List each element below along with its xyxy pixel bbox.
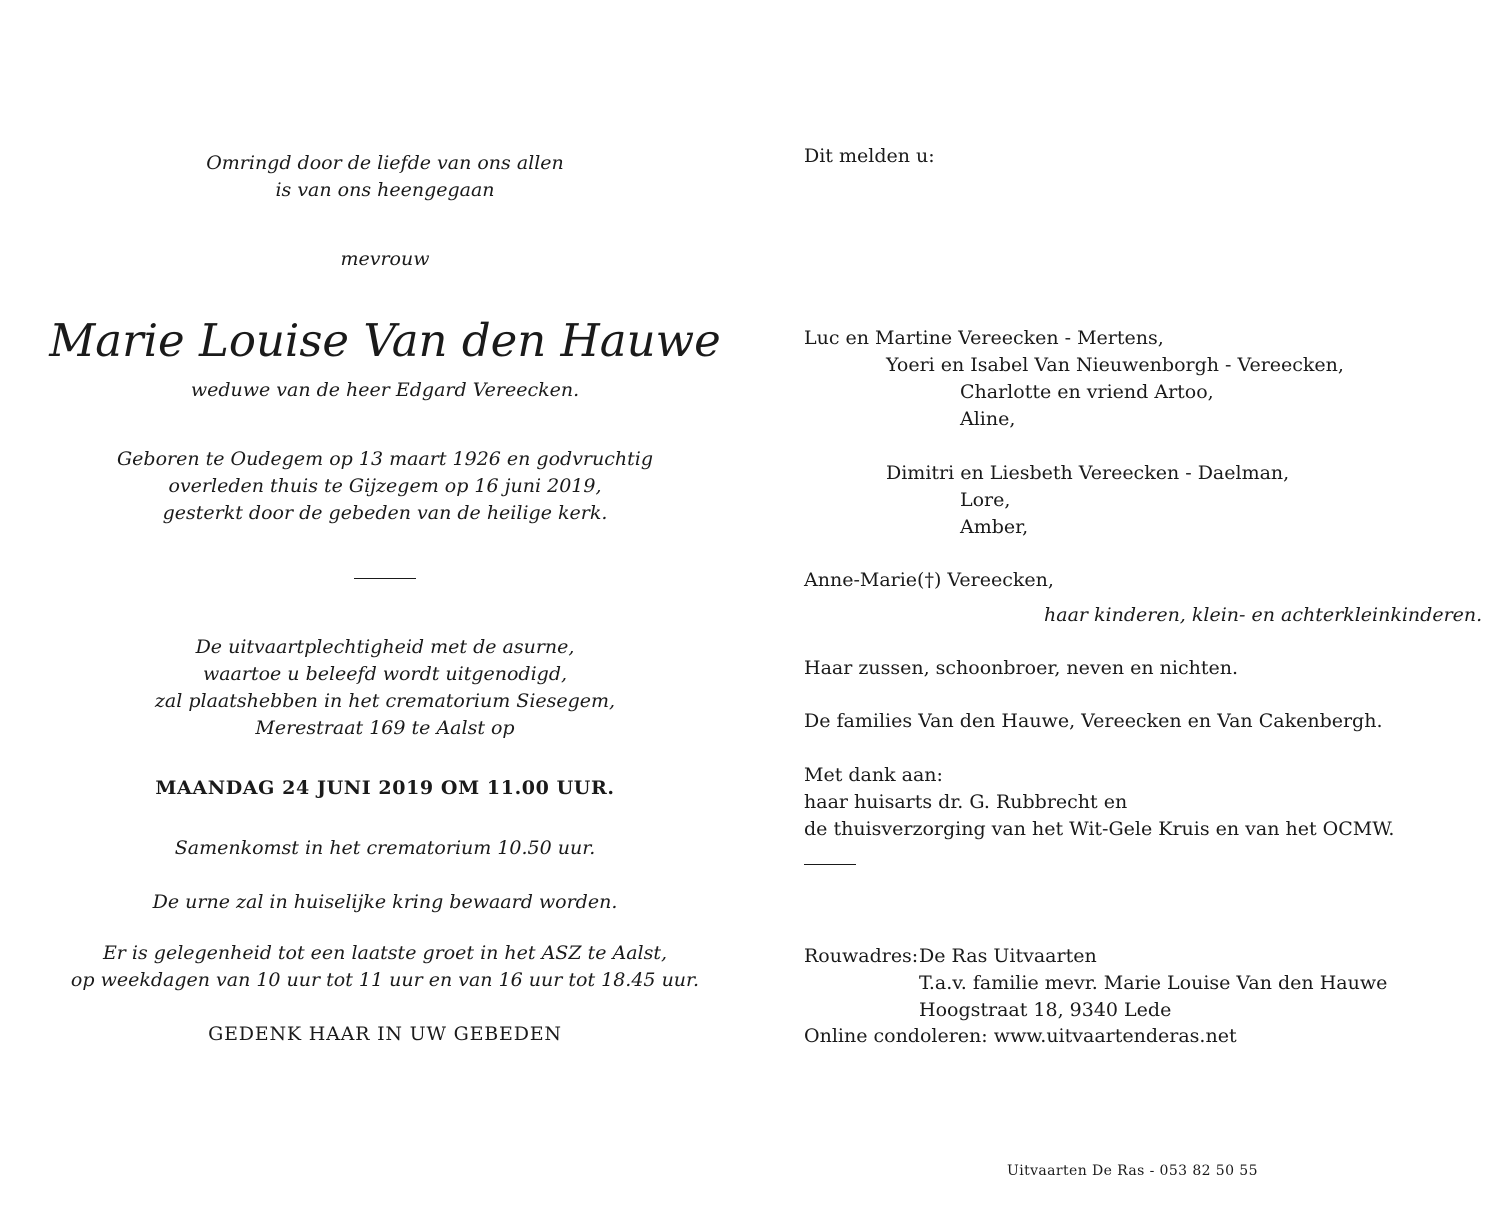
gathering-line: Samenkomst in het crematorium 10.50 uur. <box>174 837 596 859</box>
ceremony-date: MAANDAG 24 JUNI 2019 OM 11.00 UUR. <box>155 777 615 799</box>
intro-line-2: is van ons heengegaan <box>275 179 495 201</box>
announce-line: Dit melden u: <box>804 145 935 167</box>
family-line-6: Lore, <box>960 489 1011 511</box>
intro-line-1: Omringd door de liefde van ons allen <box>206 152 564 174</box>
address-line-2: T.a.v. familie mevr. Marie Louise Van den Hauwe <box>919 972 1388 994</box>
address-label: Rouwadres: <box>804 945 919 967</box>
address-line-1: De Ras Uitvaarten <box>919 945 1097 967</box>
widow-line: weduwe van de heer Edgard Vereecken. <box>190 379 580 401</box>
online-label: Online condoleren: <box>804 1025 988 1047</box>
divider-left <box>354 578 416 579</box>
thanks-line-2: haar huisarts dr. G. Rubbrecht en <box>804 791 1128 813</box>
thanks-line-3: de thuisverzorging van het Wit-Gele Kruis en van het OCMW. <box>804 818 1395 840</box>
family-line-4: Aline, <box>960 408 1016 430</box>
online-condolence <box>804 1023 1237 1050</box>
family-line-7: Amber, <box>960 516 1029 538</box>
family-line-1: Luc en Martine Vereecken - Mertens, <box>804 327 1164 349</box>
birth-line-2: overleden thuis te Gijzegem op 16 juni 2019, <box>168 475 602 497</box>
siblings-line: Haar zussen, schoonbroer, neven en nichten. <box>804 657 1239 679</box>
family-line-3: Charlotte en vriend Artoo, <box>960 381 1214 403</box>
deceased-name: Marie Louise Van den Hauwe <box>49 314 721 367</box>
ceremony-line-2: waartoe u beleefd wordt uitgenodigd, <box>202 663 568 685</box>
online-url-link[interactable]: www.uitvaartenderas.net <box>993 1025 1237 1047</box>
urn-line: De urne zal in huiselijke kring bewaard worden. <box>152 891 618 913</box>
visit-line-1: Er is gelegenheid tot een laatste groet in het ASZ te Aalst, <box>102 942 668 964</box>
visit-line-2: op weekdagen van 10 uur tot 11 uur en van 16 uur tot 18.45 uur. <box>70 969 700 991</box>
birth-line-1: Geboren te Oudegem op 13 maart 1926 en godvruchtig <box>117 448 653 470</box>
ceremony-line-1: De uitvaartplechtigheid met de asurne, <box>195 636 575 658</box>
family-line-5: Dimitri en Liesbeth Vereecken - Daelman, <box>886 462 1290 484</box>
family-line-8: Anne-Marie(†) Vereecken, <box>804 569 1054 591</box>
birth-line-3: gesterkt door de gebeden van de heilige kerk. <box>162 502 608 524</box>
ceremony-line-3: zal plaatshebben in het crematorium Siesegem, <box>154 690 616 712</box>
title-mevrouw: mevrouw <box>340 248 430 270</box>
ceremony-line-4: Merestraat 169 te Aalst op <box>255 717 515 739</box>
divider-right <box>804 864 856 865</box>
families-line: De families Van den Hauwe, Vereecken en Van Cakenbergh. <box>804 710 1383 732</box>
closing-line: GEDENK HAAR IN UW GEBEDEN <box>208 1023 562 1045</box>
footer-credit: Uitvaarten De Ras - 053 82 50 55 <box>1007 1163 1258 1179</box>
grandchildren-line: haar kinderen, klein- en achterkleinkinderen. <box>1044 604 1483 626</box>
family-line-2: Yoeri en Isabel Van Nieuwenborgh - Vereecken, <box>886 354 1344 376</box>
address-line-3: Hoogstraat 18, 9340 Lede <box>919 999 1172 1021</box>
thanks-line-1: Met dank aan: <box>804 764 943 786</box>
